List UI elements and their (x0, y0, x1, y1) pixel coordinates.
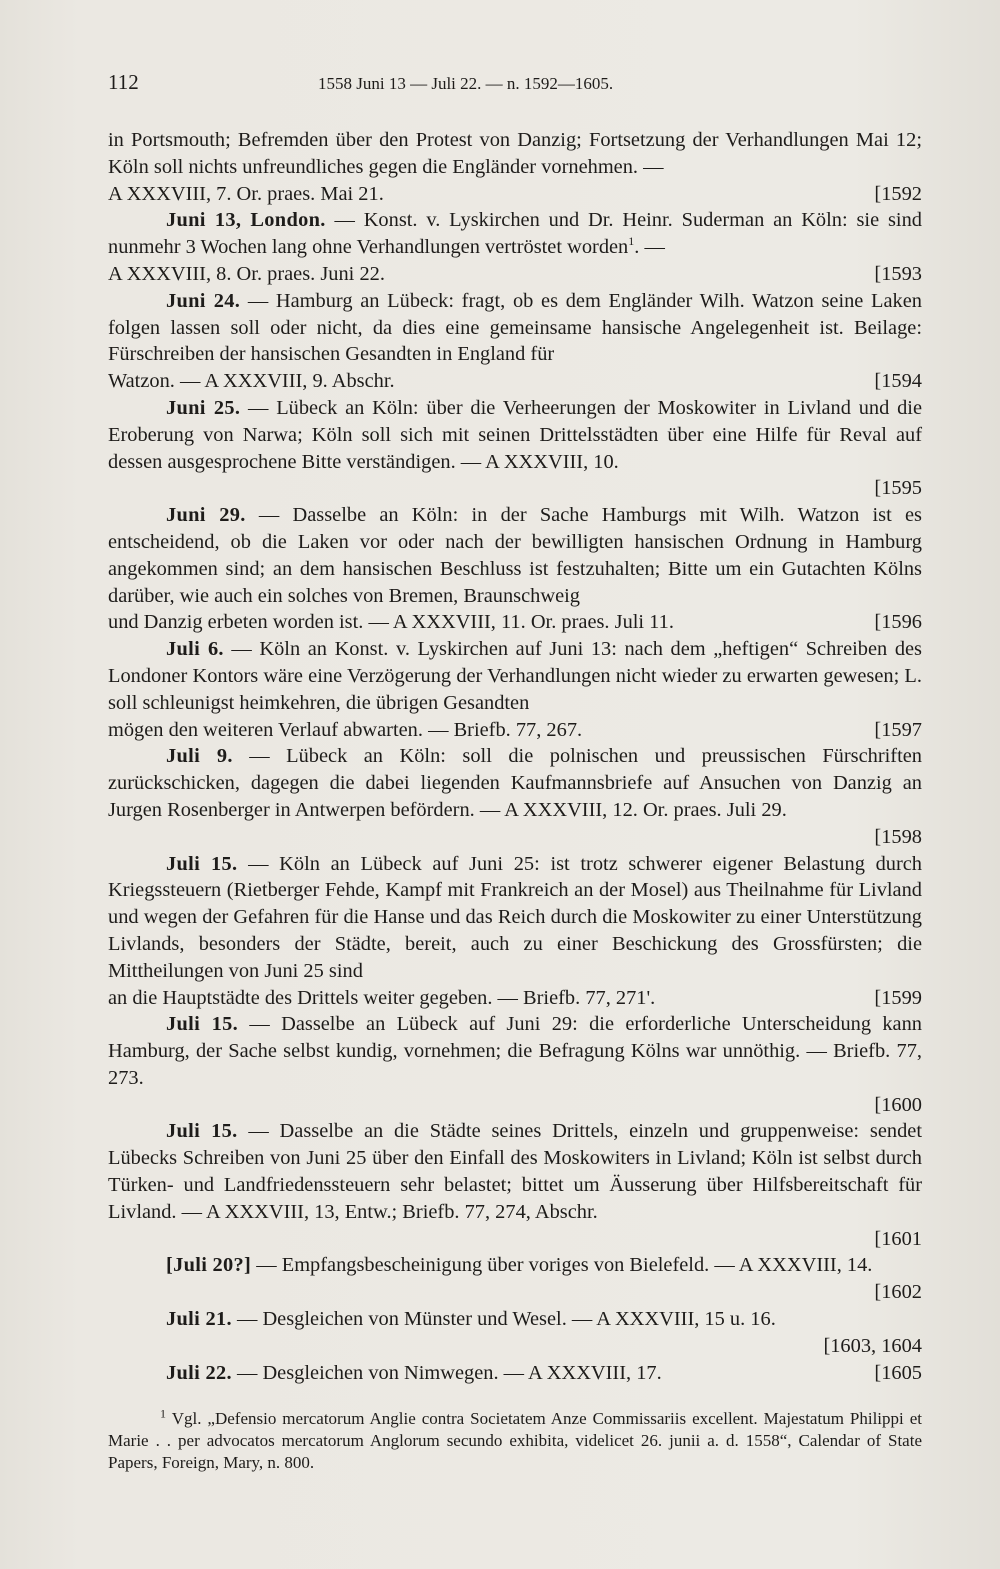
entry-date: Juni 13, London. (166, 209, 326, 232)
footnote-ref: 1 (628, 234, 635, 249)
entry-number: [1594 (874, 370, 922, 393)
entry-source: mögen den weiteren Verlauf abwarten. — Briefb. 77, 267. (108, 718, 583, 741)
running-title: 1558 Juni 13 — Juli 22. — n. 1592—1605. (318, 74, 614, 93)
entry-number: [1601 (874, 1227, 922, 1250)
entry-source: Watzon. — A XXXVIII, 9. Abschr. (108, 370, 395, 393)
entry-number: [1593 (874, 262, 922, 285)
entry-date: Juni 25. (166, 396, 241, 419)
entry-date: Juli 15. (166, 1013, 239, 1036)
entry-number: [1605 (874, 1361, 922, 1384)
entry-number: [1597 (874, 718, 922, 741)
entry-text-cont: . — (634, 236, 665, 259)
entry-number: [1599 (874, 986, 922, 1009)
entry-text: — Köln an Lübeck auf Juni 25: ist trotz schwerer eigener Belastung durch Kriegssteuern (Rietberger Fehde, Kampf mit Frankreich an der Mosel) aus Theilnahme für Livland und wegen der Gefahren für die Hanse und das Reich durch die Moskowiter zu einer Unterstützung Livlands, besonders der Städte, bereit, auch zu einer Beschickung des Grossfürsten; die Mittheilungen von Juni 25 sind (108, 852, 922, 982)
entry-date: Juni 29. (166, 504, 246, 527)
entry-source: an die Hauptstädte des Drittels weiter gegeben. — Briefb. 77, 271'. (108, 986, 656, 1009)
entry-source: A XXXVIII, 8. Or. praes. Juni 22. (108, 262, 385, 285)
entry-number: [1592 (874, 182, 922, 205)
entry-number: [1603, 1604 (823, 1334, 922, 1357)
entry-1602 (108, 1252, 922, 1306)
entry-date: Juli 22. (166, 1361, 232, 1384)
entry-1595 (108, 395, 922, 502)
entry-1600 (108, 1011, 922, 1118)
entry-number: [1600 (874, 1093, 922, 1116)
entry-date: Juli 9. (166, 745, 233, 768)
entry-1593 (108, 207, 922, 287)
register-entries (108, 127, 922, 1386)
entry-1592 (108, 127, 922, 207)
entry-text: — Desgleichen von Münster und Wesel. — A XXXVIII, 15 u. 16. (236, 1308, 776, 1331)
entry-1605 (108, 1360, 922, 1387)
page-number: 112 (108, 70, 139, 94)
entry-1601 (108, 1118, 922, 1252)
entry-number: [1596 (874, 611, 922, 634)
footnote-text: Vgl. „Defensio mercatorum Anglie contra Societatem Anze Commissariis excellent. Majestatum Philippi et Marie . . per advocatos mercatorum Anglorum secundo exhibita, videlicet 26. junii a. d. 1558“, Calendar of State Papers, Foreign, Mary, n. 800. (108, 1409, 922, 1473)
footnote-marker: 1 (160, 1406, 166, 1421)
entry-text: — Konst. v. Lyskirchen und Dr. Heinr. Suderman an Köln: sie sind nunmehr 3 Wochen lang ohne Verhandlungen vertröstet worden (108, 209, 922, 259)
entry-text: — Lübeck an Köln: über die Verheerungen der Moskowiter in Livland und die Eroberung von Narwa; Köln soll sich mit seinen Drittelsstädten über eine Hilfe für Reval auf dessen ausgesprochene Bitte verständigen. — A XXXVIII, 10. (108, 396, 922, 473)
entry-text: — Lübeck an Köln: soll die polnischen und preussischen Fürschriften zurückschicken, dagegen die dabei liegenden Kaufmannsbriefe auf Ansuchen von Danzig an Jurgen Rosenberger in Antwerpen befördern. — A XXXVIII, 12. Or. praes. Juli 29. (108, 745, 923, 821)
entry-text: — Empfangsbescheinigung über voriges von Bielefeld. — A XXXVIII, 14. (256, 1254, 873, 1277)
entry-date: Juni 24. (166, 289, 241, 312)
entry-date: Juli 21. (166, 1308, 232, 1331)
entry-source: und Danzig erbeten worden ist. — A XXXVIII, 11. Or. praes. Juli 11. (108, 611, 674, 634)
entry-1598 (108, 743, 922, 850)
entry-text: — Hamburg an Lübeck: fragt, ob es dem Engländer Wilh. Watzon seine Laken folgen lassen soll oder nicht, da dies eine gemeinsame hansische Angelegenheit ist. Beilage: Fürschreiben der hansischen Gesandten in England für (108, 289, 922, 366)
entry-source: — Desgleichen von Nimwegen. — A XXXVIII, 17. (236, 1361, 662, 1384)
entry-number: [1595 (874, 477, 922, 500)
entry-date: Juli 6. (166, 638, 224, 661)
entry-1596 (108, 502, 922, 636)
entry-text: — Dasselbe an Lübeck auf Juni 29: die erforderliche Unterscheidung kann Hamburg, der Sache selbst kundig, vornehmen; die Befragung Kölns war unnöthig. — Briefb. 77, 273. (108, 1013, 922, 1089)
footnote (108, 1408, 922, 1474)
entry-number: [1602 (874, 1281, 922, 1304)
entry-1603-1604 (108, 1306, 922, 1360)
entry-text: — Dasselbe an die Städte seines Drittels, einzeln und gruppenweise: sendet Lübecks Schreiben von Juni 25 über den Einfall des Moskowiters in Livland; Köln ist selbst durch Türken- und Landfriedenssteuern sehr belastet; bittet um Äusserung über Hilfsbereitschaft für Livland. — A XXXVIII, 13, Entw.; Briefb. 77, 274, Abschr. (108, 1120, 922, 1223)
entry-1599 (108, 851, 922, 1012)
entry-text: in Portsmouth; Befremden über den Protest von Danzig; Fortsetzung der Verhandlungen Mai 12; Köln soll nichts unfreundliches gegen die Engländer vornehmen. — (108, 129, 922, 178)
entry-date: Juli 15. (166, 852, 238, 875)
entry-text: — Dasselbe an Köln: in der Sache Hamburgs mit Wilh. Watzon ist es entscheidend, ob die Laken vor oder nach der bewilligten hansischen Ordnung in Hamburg angekommen sind; an dem hansischen Beschluss ist festzuhalten; Bitte um ein Gutachten Kölns darüber, wie auch ein solches von Bremen, Braunschweig (108, 504, 922, 607)
entry-1594 (108, 288, 922, 395)
entry-number: [1598 (874, 825, 922, 848)
entry-date: [Juli 20?] (166, 1254, 252, 1277)
entry-date: Juli 15. (166, 1120, 238, 1143)
running-header (108, 70, 922, 95)
entry-1597 (108, 636, 922, 743)
entry-source: A XXXVIII, 7. Or. praes. Mai 21. (108, 182, 384, 205)
entry-text: — Köln an Konst. v. Lyskirchen auf Juni 13: nach dem „heftigen“ Schreiben des Londoner Kontors wäre eine Verzögerung der Verhandlungen nicht wieder zu erwarten gewesen; L. soll schleunigst heimkehren, die übrigen Gesandten (108, 638, 922, 714)
